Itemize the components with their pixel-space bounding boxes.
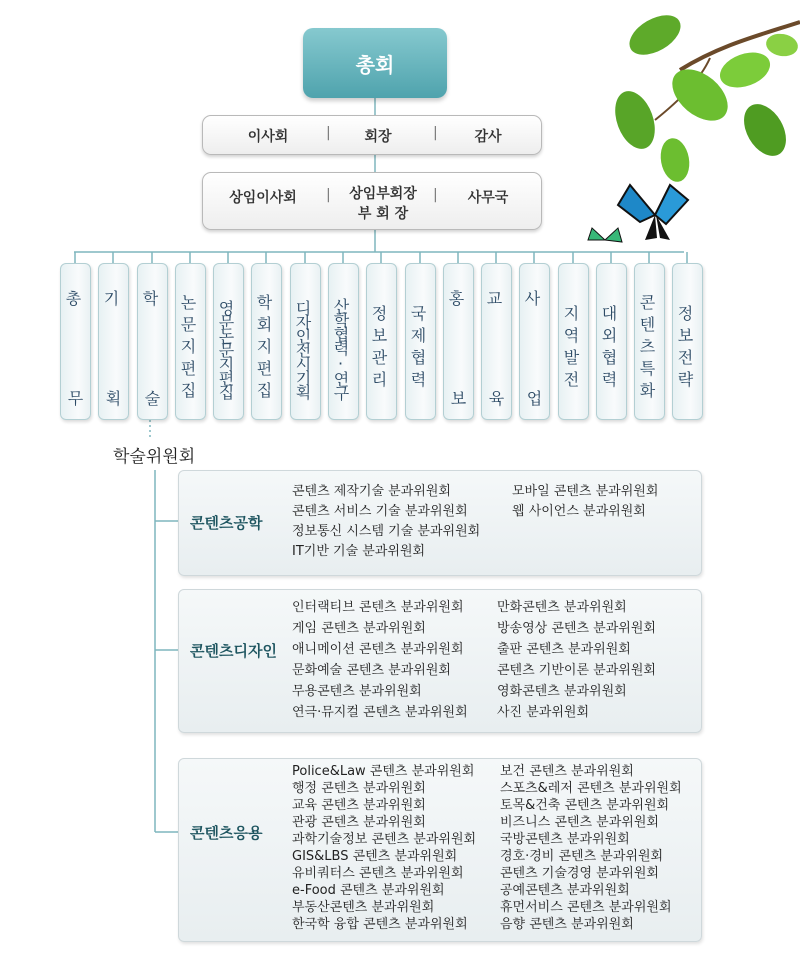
- subcommittee-item: 만화콘텐츠 분과위원회: [497, 600, 627, 615]
- subcommittee-item: Police&Law 콘텐츠 분과위원회: [292, 764, 475, 779]
- standing-bar: [202, 172, 542, 230]
- subcommittee-item: e-Food 콘텐츠 분과위원회: [292, 883, 445, 898]
- department-label-bottom: 술: [144, 389, 161, 408]
- subcommittee-item: 공예콘텐츠 분과위원회: [500, 883, 630, 898]
- subcommittee-item: 유비쿼터스 콘텐츠 분과위원회: [292, 866, 464, 881]
- subcommittee-item: 비즈니스 콘텐츠 분과위원회: [500, 815, 659, 830]
- department-label: 논문지편집: [178, 293, 197, 404]
- small-butterfly-icon: [588, 228, 622, 242]
- subcommittee-item: 모바일 콘텐츠 분과위원회: [512, 484, 659, 499]
- subcommittee-item: 스포츠&레저 콘텐츠 분과위원회: [500, 781, 682, 796]
- subcommittee-item: 정보통신 시스템 기술 분과위원회: [292, 524, 481, 539]
- department-label: 콘텐츠특화: [637, 293, 656, 404]
- president-label: 회장: [364, 129, 392, 145]
- department-label-bottom: 육: [488, 389, 505, 408]
- subcommittee-item: 사진 분과위원회: [497, 705, 590, 720]
- panel-title-content-engineering: 콘텐츠공학: [190, 514, 263, 532]
- divider: |: [326, 187, 331, 203]
- executive-bar: [202, 115, 542, 155]
- subcommittee-item: 게임 콘텐츠 분과위원회: [292, 621, 426, 636]
- subcommittee-item: 행정 콘텐츠 분과위원회: [292, 781, 426, 796]
- leaf-decoration: [560, 0, 800, 260]
- department-box: [328, 263, 359, 420]
- subcommittee-item: 콘텐츠 서비스 기술 분과위원회: [292, 504, 468, 519]
- secretariat-label: 사무국: [467, 190, 509, 206]
- department-label: 정보전략: [675, 304, 694, 393]
- department-label: 디자인전시기획: [293, 299, 312, 398]
- department-label: 교: [484, 290, 503, 312]
- subcommittee-item: 과학기술정보 콘텐츠 분과위원회: [292, 832, 477, 847]
- subcommittee-item: 콘텐츠 기반이론 분과위원회: [497, 663, 656, 678]
- subcommittee-item: 국방콘텐츠 분과위원회: [500, 832, 630, 847]
- divider: |: [433, 187, 438, 203]
- department-box: [251, 263, 282, 420]
- department-label-bottom: 보: [450, 389, 467, 408]
- department-label: 지역발전: [561, 304, 580, 393]
- department-label: 홍: [446, 290, 465, 312]
- department-box: [60, 263, 91, 420]
- department-label-bottom: 획: [105, 389, 122, 408]
- subcommittee-item: 휴먼서비스 콘텐츠 분과위원회: [500, 900, 672, 915]
- subcommittee-item: 부동산콘텐츠 분과위원회: [292, 900, 435, 915]
- department-label: 학회지편집: [254, 293, 273, 404]
- subcommittee-item: 문화예술 콘텐츠 분과위원회: [292, 663, 451, 678]
- board-label: 이사회: [247, 129, 289, 145]
- department-box: [519, 263, 550, 420]
- general-assembly-label: 총회: [355, 52, 395, 77]
- department-label: 기: [101, 290, 120, 312]
- department-label: 산학협력·연구: [331, 298, 350, 399]
- department-box: [443, 263, 474, 420]
- vice-president-label-2: 부 회 장: [357, 206, 409, 222]
- subcommittee-item: 경호·경비 콘텐츠 분과위원회: [500, 849, 664, 864]
- department-box: [175, 263, 206, 420]
- academic-committee-label: 학술위원회: [113, 447, 196, 467]
- department-label: 국제협력: [408, 304, 427, 393]
- auditor-label: 감사: [474, 129, 502, 145]
- department-box: [405, 263, 436, 420]
- department-box: [481, 263, 512, 420]
- department-label: 총: [63, 290, 82, 312]
- subcommittee-item: 영화콘텐츠 분과위원회: [497, 684, 627, 699]
- subcommittee-item: 무용콘텐츠 분과위원회: [292, 684, 422, 699]
- department-box: [98, 263, 129, 420]
- vice-president-label: 상임부회장: [349, 186, 417, 202]
- standing-board-label: 상임이사회: [229, 190, 297, 206]
- subcommittee-item: 연극·뮤지컬 콘텐츠 분과위원회: [292, 705, 468, 720]
- department-label-bottom: 업: [526, 389, 543, 408]
- department-box: [672, 263, 703, 420]
- department-box: [213, 263, 244, 420]
- subcommittee-item: 교육 콘텐츠 분과위원회: [292, 798, 426, 813]
- subcommittee-item: 콘텐츠 제작기술 분과위원회: [292, 484, 451, 499]
- general-assembly-box: [303, 28, 447, 98]
- department-box: [634, 263, 665, 420]
- subcommittee-item: 웹 사이언스 분과위원회: [512, 504, 646, 519]
- department-box: [137, 263, 168, 420]
- butterfly-icon: [618, 185, 688, 240]
- department-box: [366, 263, 397, 420]
- subcommittee-item: 인터랙티브 콘텐츠 분과위원회: [292, 600, 464, 615]
- panel-title-content-application: 콘텐츠응용: [190, 824, 263, 842]
- subcommittee-item: 출판 콘텐츠 분과위원회: [497, 642, 631, 657]
- department-box: [596, 263, 627, 420]
- subcommittee-item: 콘텐츠 기술경영 분과위원회: [500, 866, 659, 881]
- subcommittee-item: 보건 콘텐츠 분과위원회: [500, 764, 634, 779]
- department-label: 사: [522, 290, 541, 312]
- department-box: [558, 263, 589, 420]
- subcommittee-item: 애니메이션 콘텐츠 분과위원회: [292, 642, 464, 657]
- department-box: [290, 263, 321, 420]
- subcommittee-item: 방송영상 콘텐츠 분과위원회: [497, 621, 656, 636]
- department-label: 대외협력: [599, 304, 618, 393]
- panel-title-content-design: 콘텐츠디자인: [190, 642, 277, 660]
- subcommittee-item: 토목&건축 콘텐츠 분과위원회: [500, 798, 670, 813]
- department-label: 정보관리: [369, 304, 388, 393]
- department-label: 영문논문지편집: [216, 299, 235, 398]
- divider: |: [433, 125, 438, 141]
- divider: |: [326, 125, 331, 141]
- department-label: 학: [140, 290, 159, 312]
- department-label-bottom: 무: [67, 389, 84, 408]
- subcommittee-item: GIS&LBS 콘텐츠 분과위원회: [292, 849, 458, 864]
- subcommittee-item: 한국학 융합 콘텐츠 분과위원회: [292, 917, 468, 932]
- subcommittee-item: 관광 콘텐츠 분과위원회: [292, 815, 426, 830]
- subcommittee-item: IT기반 기술 분과위원회: [292, 544, 426, 559]
- subcommittee-item: 음향 콘텐츠 분과위원회: [500, 917, 634, 932]
